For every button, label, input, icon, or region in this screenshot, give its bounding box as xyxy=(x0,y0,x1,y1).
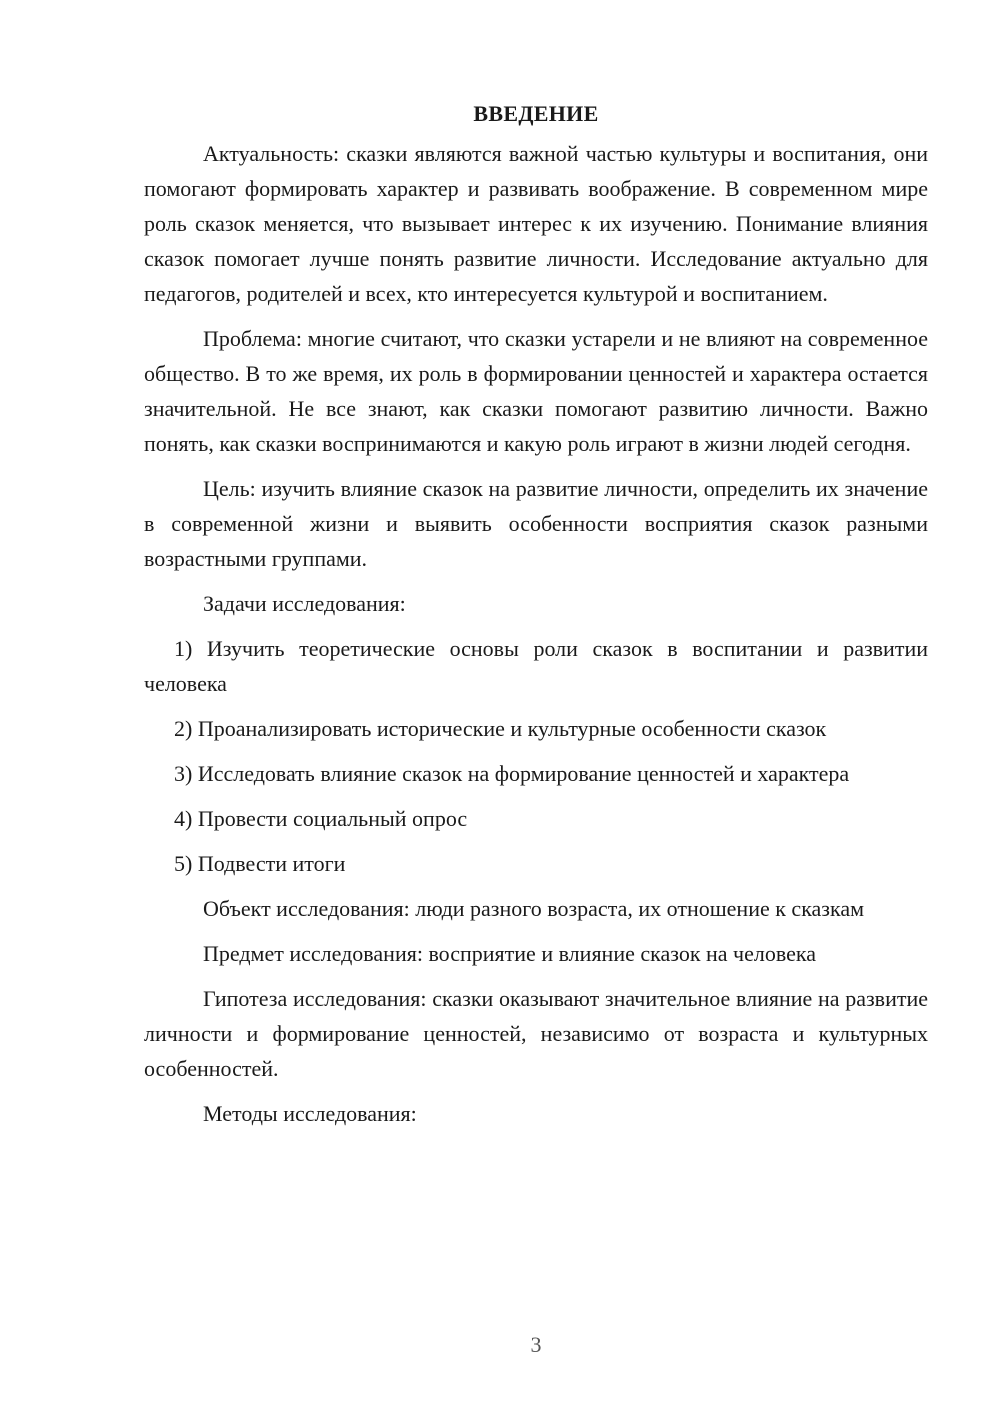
paragraph-subject: Предмет исследования: восприятие и влияние сказок на человека xyxy=(203,941,816,966)
tasks-heading: Задачи исследования: xyxy=(203,591,406,616)
methods-heading: Методы исследования: xyxy=(203,1101,417,1126)
task-item: 5) Подвести итоги xyxy=(174,851,346,876)
task-item: 1) Изучить теоретические основы роли сказок в воспитании и развитии человека xyxy=(144,636,928,696)
task-item: 4) Провести социальный опрос xyxy=(174,806,468,831)
paragraph-goal: Цель: изучить влияние сказок на развитие личности, определить их значение в современной жизни и выявить особенности восприятия сказок разными возрастными группами. xyxy=(144,476,928,571)
document-page xyxy=(144,96,928,1141)
paragraph-relevance: Актуальность: сказки являются важной частью культуры и воспитания, они помогают формировать характер и развивать воображение. В современном мире роль сказок меняется, что вызывает интерес к их изучению. Понимание влияния сказок помогает лучше понять развитие личности. Исследование актуально для педагогов, родителей и всех, кто интересуется культурой и воспитанием. xyxy=(144,141,928,306)
task-item: 2) Проанализировать исторические и культурные особенности сказок xyxy=(174,716,827,741)
page-title: ВВЕДЕНИЕ xyxy=(473,101,599,126)
paragraph-object: Объект исследования: люди разного возраста, их отношение к сказкам xyxy=(203,896,865,921)
paragraph-problem: Проблема: многие считают, что сказки устарели и не влияют на современное общество. В то же время, их роль в формировании ценностей и характера остается значительной. Не все знают, как сказки помогают развитию личности. Важно понять, как сказки воспринимаются и какую роль играют в жизни людей сегодня. xyxy=(144,326,928,456)
page-number: 3 xyxy=(530,1332,542,1357)
task-item: 3) Исследовать влияние сказок на формирование ценностей и характера xyxy=(174,761,850,786)
paragraph-hypothesis: Гипотеза исследования: сказки оказывают значительное влияние на развитие личности и формирование ценностей, независимо от возраста и культурных особенностей. xyxy=(144,986,928,1081)
